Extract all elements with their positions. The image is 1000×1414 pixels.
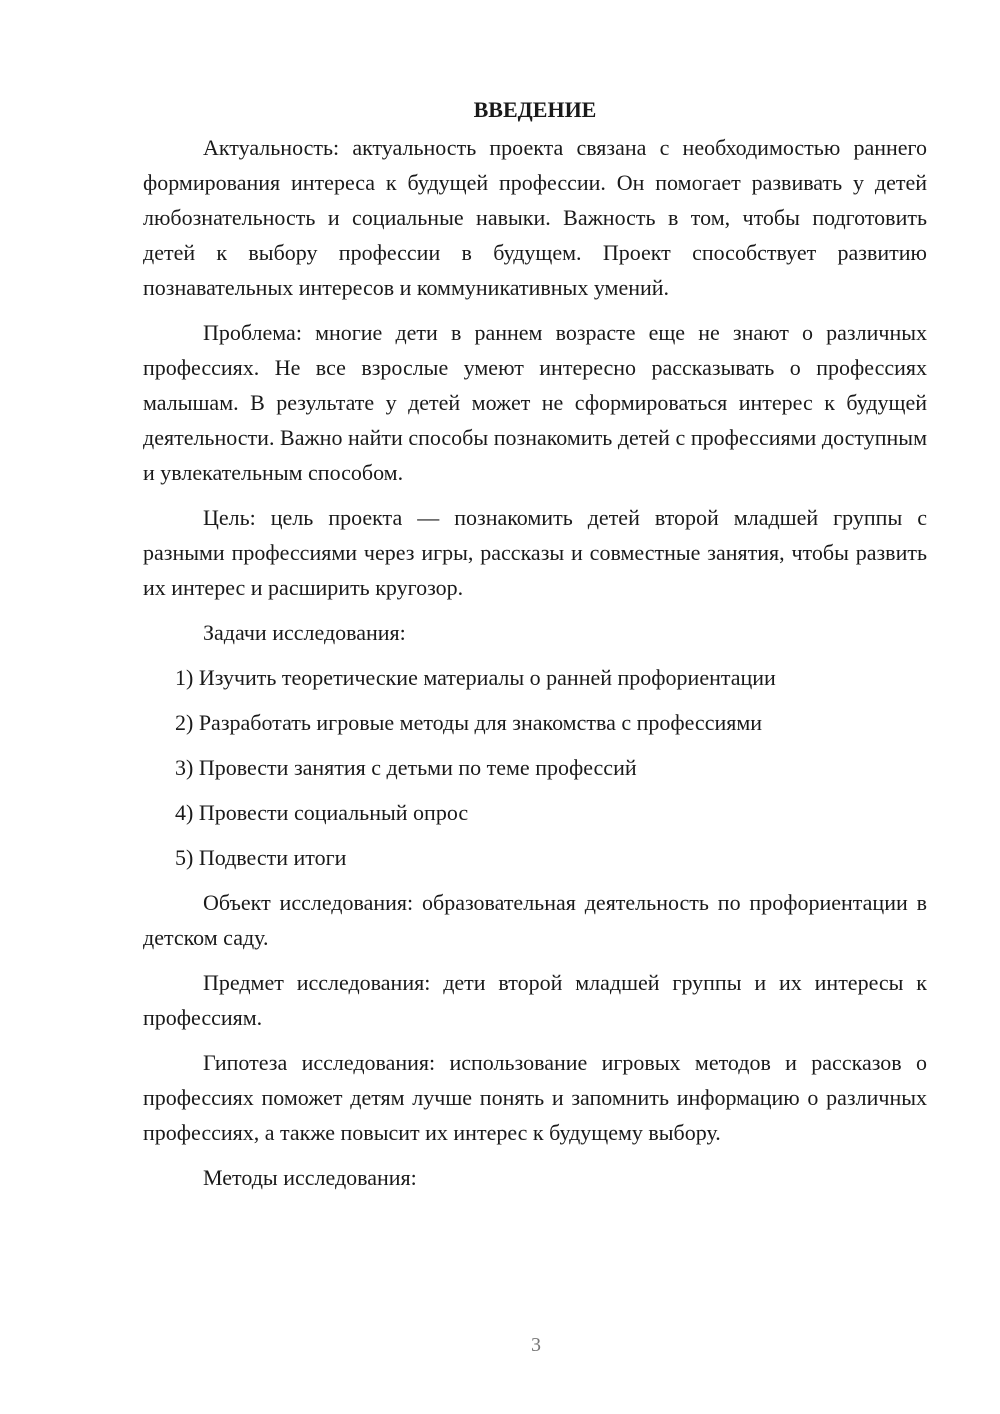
paragraph-object: Объект исследования: образовательная деятельность по профориентации в детском саду. bbox=[143, 890, 927, 950]
list-item: 5) Подвести итоги bbox=[175, 845, 347, 870]
list-item: 4) Провести социальный опрос bbox=[175, 800, 469, 825]
document-page bbox=[143, 92, 927, 1205]
list-item: 3) Провести занятия с детьми по теме профессий bbox=[175, 755, 637, 780]
methods-heading: Методы исследования: bbox=[203, 1165, 417, 1190]
list-item: 1) Изучить теоретические материалы о ранней профориентации bbox=[175, 665, 776, 690]
paragraph-relevance: Актуальность: актуальность проекта связана с необходимостью раннего формирования интереса к будущей профессии. Он помогает развивать у детей любознательность и социальные навыки. Важность в том, чтобы подготовить детей к выбору профессии в будущем. Проект способствует развитию познавательных интересов и коммуникативных умений. bbox=[143, 135, 927, 300]
paragraph-problem: Проблема: многие дети в раннем возрасте еще не знают о различных профессиях. Не все взрослые умеют интересно рассказывать о профессиях малышам. В результате у детей может не сформироваться интерес к будущей деятельности. Важно найти способы познакомить детей с профессиями доступным и увлекательным способом. bbox=[143, 320, 927, 485]
tasks-list bbox=[143, 660, 927, 875]
page-number: 3 bbox=[531, 1334, 541, 1356]
list-item: 2) Разработать игровые методы для знакомства с профессиями bbox=[175, 710, 763, 735]
paragraph-hypothesis: Гипотеза исследования: использование игровых методов и рассказов о профессиях поможет детям лучше понять и запомнить информацию о различных профессиях, а также повысит их интерес к будущему выбору. bbox=[143, 1050, 927, 1145]
section-title: ВВЕДЕНИЕ bbox=[473, 97, 597, 122]
paragraph-subject: Предмет исследования: дети второй младшей группы и их интересы к профессиям. bbox=[143, 970, 927, 1030]
paragraph-goal: Цель: цель проекта — познакомить детей второй младшей группы с разными профессиями через игры, рассказы и совместные занятия, чтобы развить их интерес и расширить кругозор. bbox=[143, 505, 927, 600]
tasks-heading: Задачи исследования: bbox=[203, 620, 406, 645]
